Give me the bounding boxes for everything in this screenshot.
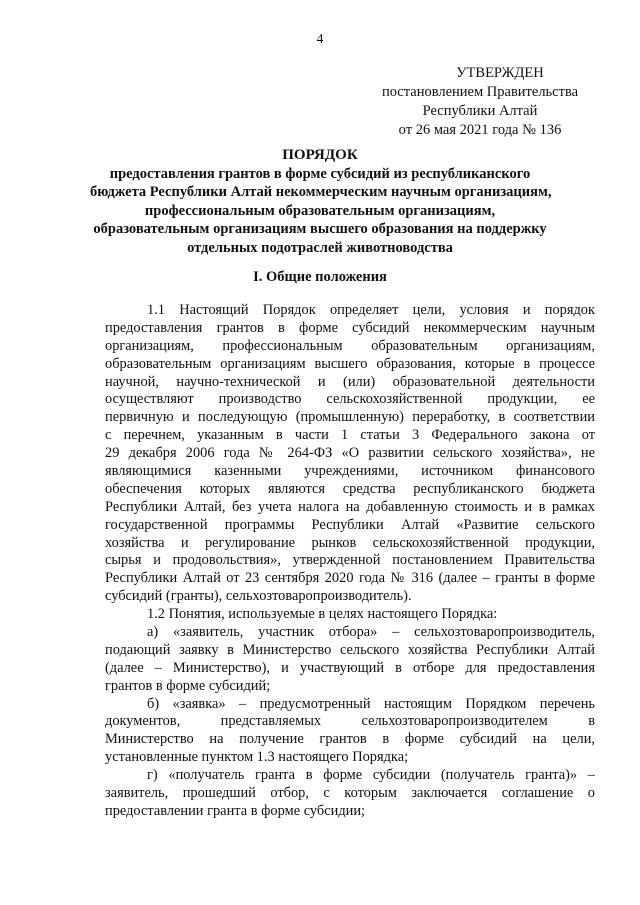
body-line: Республики Алтай, без учета налога на добавленную стоимость и в рамках [105,498,595,515]
body-line: 1.2 Понятия, используемые в целях настоящего Порядка: [147,606,498,623]
body-line: являющимися казенными учреждениями, источником финансового [105,463,595,480]
subtitle-line: профессиональным образовательным организациям, [144,202,496,219]
body-line: сырья и продовольствия», утвержденной постановлением Правительства [105,552,595,569]
subtitle-line: образовательным организациям высшего образования на поддержку [93,221,547,238]
subtitle-line: предоставления грантов в форме субсидий из республиканского [109,166,531,182]
body-line: а) «заявитель, участник отбора» – сельхозтоваропроизводитель, [147,624,595,641]
body-line: научной, научно-технической и (или) образовательной деятельности [105,373,595,390]
approval-heading: УТВЕРЖДЕН [456,65,544,81]
body-line: предоставлении гранта в форме субсидии; [105,802,366,819]
body-line: подающий заявку в Министерство сельского хозяйства Республики Алтай [105,641,595,658]
body-line: 29 декабря 2006 года № 264-ФЗ «О развитии сельского хозяйства», не [105,445,595,462]
body-line: организациям, профессиональным образовательным организациям, [105,337,595,354]
body-line: б) «заявка» – предусмотренный настоящим Порядком перечень [147,695,595,712]
approval-line: Республики Алтай [422,103,538,119]
body-line: заявитель, прошедший отбор, с которым заключается соглашение о [105,785,595,802]
document-subtitle [90,165,550,257]
approval-line: постановлением Правительства [381,84,579,100]
body-line: первичную и последующую (промышленную) переработку, в соответствии [105,409,595,426]
body-line: обеспечения которых являются средства республиканского бюджета [105,480,595,497]
body-line: 1.1 Настоящий Порядок определяет цели, условия и порядок [147,302,595,318]
body-line: документов, представляемых сельхозтоваропроизводителем в [105,713,595,730]
body-line: субсидий (гранты), сельхозтоваропроизводитель). [105,588,412,605]
body-line: г) «получатель гранта в форме субсидии (получатель гранта)» – [147,767,595,784]
body-line: Министерство на получение грантов в форме субсидий на цели, [105,731,595,748]
body-line: с перечнем, указанным в части 1 статьи 3 Федерального закона от [105,427,595,444]
body-line: (далее – Министерство), и участвующий в отборе для предоставления [105,659,595,676]
approval-line: от 26 мая 2021 года № 136 [398,122,562,138]
body-line: осуществляют производство сельскохозяйственной продукции, ее [105,391,595,408]
document-body [105,302,595,821]
subtitle-line: бюджета Республики Алтай некоммерческим научным организациям, [90,184,552,201]
body-line: Республики Алтай от 23 сентября 2020 года № 316 (далее – гранты в форме [105,570,595,587]
approval-stamp-block [360,64,600,140]
body-line: государственной программы Республики Алтай «Развитие сельского [105,516,595,533]
subtitle-line: отдельных подотраслей животноводства [187,239,453,256]
body-line: предоставления грантов в форме субсидий некоммерческим научным [105,319,595,336]
document-title: ПОРЯДОК [282,147,358,163]
body-line: образовательным организациям высшего образования, которые в процессе [105,355,595,372]
body-line: установленные пунктом 1.3 настоящего Порядка; [105,749,409,766]
section-heading: I. Общие положения [253,269,387,285]
page-number: 4 [316,31,324,46]
body-line: хозяйства и регулирование рынков сельскохозяйственной продукции, [105,534,595,551]
body-line: грантов в форме субсидий; [105,677,271,694]
